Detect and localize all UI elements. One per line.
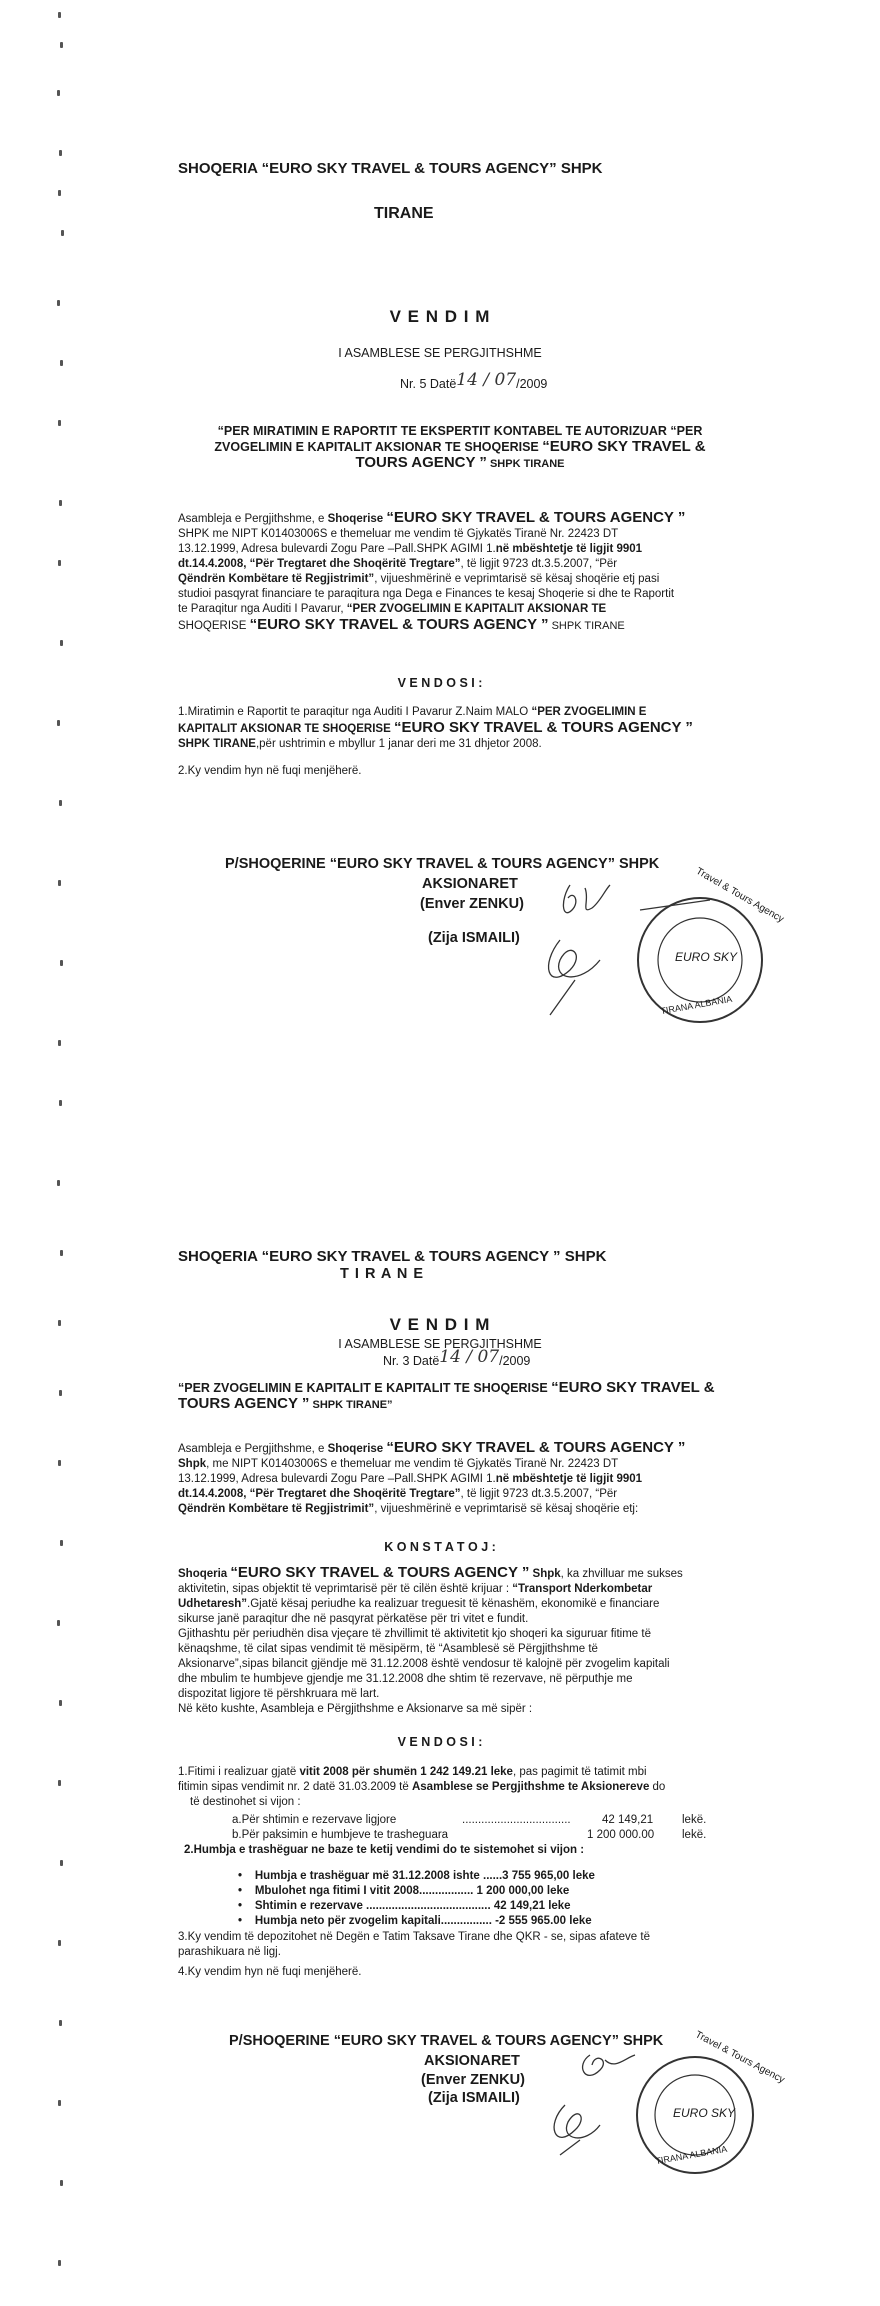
doc2-stamp-center: EURO SKY [673,2106,736,2120]
doc2-konstatoj: K O N S T A T O J : [384,1540,496,1554]
doc1-stamp-bottom: TIRANA ALBANIA [659,993,733,1017]
doc1-stamp-center: EURO SKY [675,950,738,964]
doc2-vendosi: V E N D O S I : [397,1735,483,1749]
doc1-number-date: Nr. 5 Datë14 / 07/2009 [400,370,548,391]
doc1-city: TIRANE [374,205,434,222]
doc2-subject: “PER ZVOGELIMIN E KAPITALIT E KAPITALIT TE SHOQERISE “EURO SKY TRAVEL & TOURS AGENCY ” SHPK TIRANE” [178,1379,715,1412]
doc1-stamp-top: Travel & Tours Agency [693,865,786,926]
doc2-shareholder-2: (Zija ISMAILI) [428,2090,520,2106]
doc2-loss-heading: 2.Humbja e trashëguar ne baze te ketij vendimi do te sistemohet si vijon : [184,1844,585,1856]
doc1-signature-company: P/SHOQERINE “EURO SKY TRAVEL & TOURS AGENCY” SHPK [225,856,660,872]
doc1-title: V E N D I M [389,307,491,326]
doc1-company-header: SHOQERIA “EURO SKY TRAVEL & TOURS AGENCY” SHPK [178,160,603,177]
doc2-stamp-bottom: TIRANA ALBANIA [654,2143,728,2167]
doc2-findings: Shoqeria “EURO SKY TRAVEL & TOURS AGENCY ” Shpk, ka zhvilluar me sukses aktivitetin, sipas objektit të veprimtarisë për të cilën është krijuar : “Transport Nderkombetar Udhetaresh”.Gjatë kësaj periudhe ka realizuar treguesit të kënashëm, ekonomikë e financiare sikurse janë paraqitur dhe në pasqyrat përkatëse për tri vitet e fundit. Gjithashtu për periudhën disa vjeçare të zhvillimit të aktivitetit kjo shoqeri ka siguruar fitime të kënaqshme, të cilat sipas vendimit të mësipërm, të “Asamblesë së Përgjithshme të Aksionarve”,sipas bilancit gjëndje më 31.12.2008 është vendosur të kalojnë për zvogelim kapitali dhe mbulim te humbjeve gjendje me 31.12.2008 dhe shtim të rezervave, në përputhje me dispozitat ligjore të përshkruara më lart. Në këto kushte, Asambleja e Përgjithshme e Aksionarve sa më sipër : [178,1564,683,1715]
doc2-bullet-list [238,1869,595,1929]
doc1-subject: “PER MIRATIMIN E RAPORTIT TE EKSPERTIT KONTABEL TE AUTORIZUAR “PER ZVOGELIMIN E KAPITALIT AKSIONAR TE SHOQERISE “EURO SKY TRAVEL & TOURS AGENCY ” SHPK TIRANE [214,424,706,471]
doc1-signature-scribble [530,880,630,1020]
doc2-signature-company: P/SHOQERINE “EURO SKY TRAVEL & TOURS AGENCY” SHPK [229,2033,664,2049]
doc2-stamp-top: Travel & Tours Agency [693,2029,787,2086]
handwritten-date: 14 / 07 [456,370,517,390]
doc2-decision-intro: 1.Fitimi i realizuar gjatë vitit 2008 për shumën 1 242 149.21 leke, pas pagimit të tatimit mbi fitimin sipas vendimit nr. 2 datë 31.03.2009 të Asamblese se Pergjithshme te Aksionereve do të destinohet si vijon : [178,1766,666,1808]
list-item: • Humbja e trashëguar më 31.12.2008 ishte ......3 755 965,00 leke [238,1870,595,1882]
doc2-closing: 3.Ky vendim të depozitohet në Degën e Tatim Taksave Tirane dhe QKR - se, sipas afateve të parashikuara në ligj. 4.Ky vendim hyn në fuqi menjëherë. [178,1931,650,1978]
doc1-body: Asambleja e Pergjithshme, e Shoqerise “EURO SKY TRAVEL & TOURS AGENCY ” SHPK me NIPT K01403006S e themeluar me vendim të Gjykatës Tiranë Nr. 22423 DT 13.12.1999, Adresa bulevardi Zogu Pare –Pall.SHPK AGIMI 1.në mbështetje të ligjit 9901 dt.14.4.2008, “Për Tregtaret dhe Shoqëritë Tregtare”, të ligjit 9723 dt.3.5.2007, “Për Qëndrën Kombëtare të Regjistrimit”, vijueshmërinë e veprimtarisë së kësaj shoqërie etj pasi studioi pasqyrat financiare te paraqitura nga Dega e Finances te kesaj Shoqerie si dhe te Raportit te Paraqitur nga Auditi I Pavarur, “PER ZVOGELIMIN E KAPITALIT AKSIONAR TE SHOQERISE “EURO SKY TRAVEL & TOURS AGENCY ” SHPK TIRANE [178,509,686,633]
list-item: • Humbja neto për zvogelim kapitali................ -2 555 965.00 leke [238,1915,592,1927]
doc2-company-header: SHOQERIA “EURO SKY TRAVEL & TOURS AGENCY ” SHPK [178,1248,607,1265]
doc1-decision-items: 1.Miratimin e Raportit te paraqitur nga Auditi I Pavarur Z.Naim MALO “PER ZVOGELIMIN E KAPITALIT AKSIONAR TE SHOQERISE “EURO SKY TRAVEL & TOURS AGENCY ” SHPK TIRANE,për ushtrimin e mbyllur 1 janar deri me 31 dhjetor 2008. 2.Ky vendim hyn në fuqi menjëherë. [178,706,693,777]
doc2-shareholders: AKSIONARET [424,2053,520,2069]
doc2-body: Asambleja e Pergjithshme, e Shoqerise “EURO SKY TRAVEL & TOURS AGENCY ” Shpk, me NIPT K01403006S e themeluar me vendim të Gjykatës Tiranë Nr. 22423 DT 13.12.1999, Adresa bulevardi Zogu Pare –Pall.SHPK AGIMI 1.në mbështetje të ligjit 9901 dt.14.4.2008, “Për Tregtaret dhe Shoqëritë Tregtare”, të ligjit 9723 dt.3.5.2007, “Për Qëndrën Kombëtare të Regjistrimit”, vijueshmërinë e veprimtarisë së kësaj shoqërie etj: [178,1439,686,1515]
allocation-row: b.Për paksimin e humbjeve te trasheguara 1 200 000.00 lekë. [232,1829,707,1841]
doc2-city: T I R A N E [340,1266,425,1282]
handwritten-date: 14 / 07 [439,1347,500,1367]
doc2-shareholder-1: (Enver ZENKU) [421,2072,525,2088]
doc2-title: V E N D I M [389,1315,491,1334]
doc1-shareholder-2: (Zija ISMAILI) [428,930,520,946]
doc1-subtitle: I ASAMBLESE SE PERGJITHSHME [338,346,542,360]
list-item: • Mbulohet nga fitimi I vitit 2008................. 1 200 000,00 leke [238,1885,570,1897]
allocation-row: a.Për shtimin e rezervave ligjore .................................. 42 149,21 lekë. [232,1814,707,1826]
doc1-vendosi: V E N D O S I : [397,676,483,690]
doc2-subtitle: I ASAMBLESE SE PERGJITHSHME [338,1337,542,1351]
doc2-number-date: Nr. 3 Datë14 / 07/2009 [383,1347,531,1368]
doc1-shareholder-1: (Enver ZENKU) [420,896,524,912]
doc1-shareholders: AKSIONARET [422,876,518,892]
list-item: • Shtimin e rezervave ....................................... 42 149,21 leke [238,1900,571,1912]
